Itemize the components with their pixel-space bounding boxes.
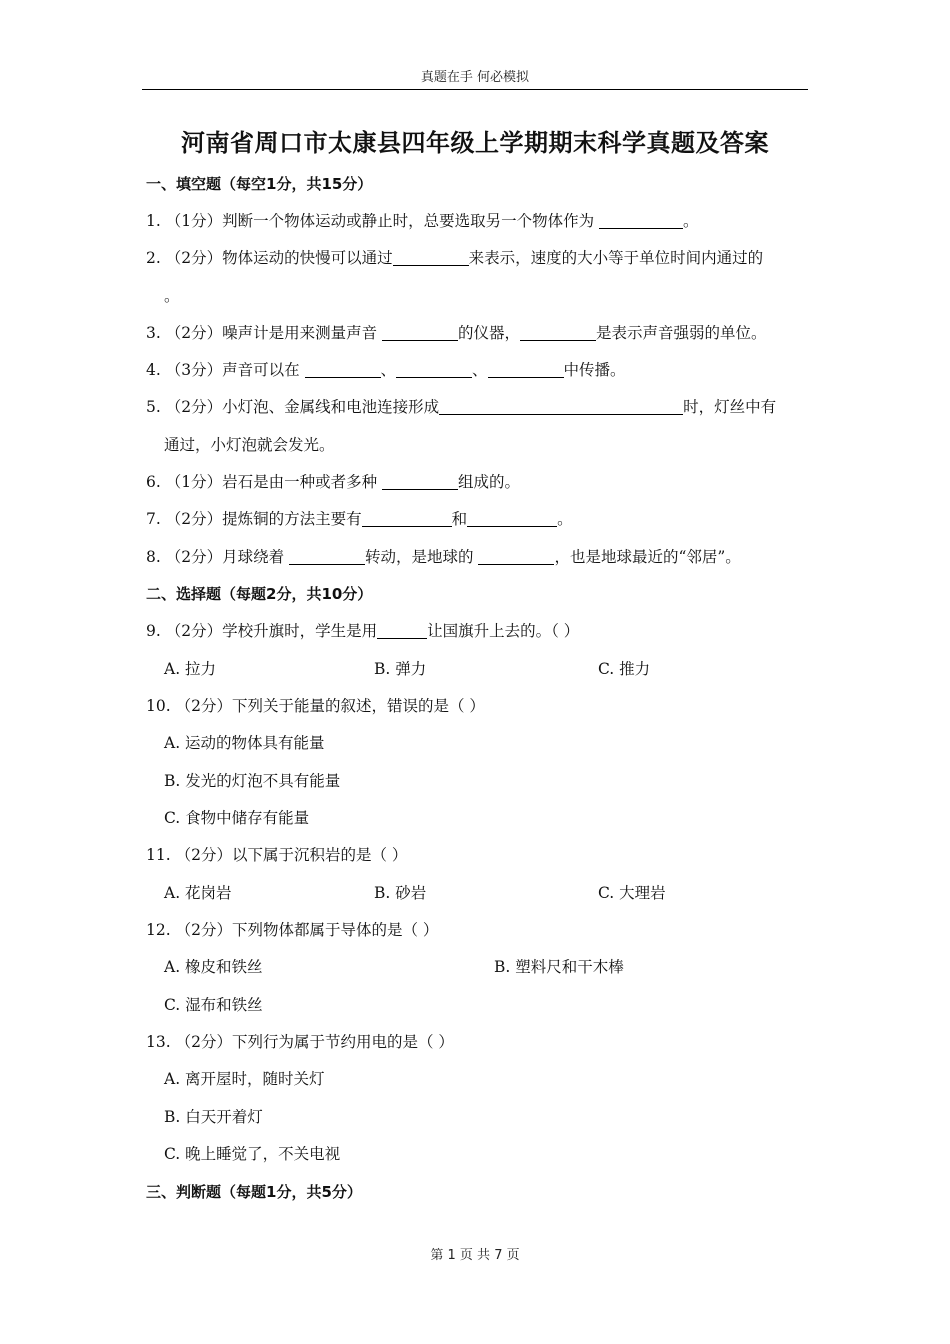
option-b: B. 白天开着灯 [164, 1108, 263, 1126]
question-4 [146, 359, 816, 381]
option-b: B. 塑料尺和干木棒 [494, 958, 624, 976]
question-text: 让国旗升上去的。（ ） [427, 622, 580, 640]
question-text: 和 [451, 510, 468, 528]
question-text: 5. （2分）小灯泡、金属线和电池连接形成 [146, 398, 440, 416]
answer-blank [382, 324, 458, 341]
question-11: 11. （2分）以下属于沉积岩的是（ ） [146, 846, 408, 864]
question-text: 6. （1分）岩石是由一种或者多种 [146, 473, 383, 491]
answer-blank [599, 212, 683, 229]
answer-blank [377, 622, 427, 639]
option-c: C. 推力 [598, 660, 651, 678]
question-3 [146, 322, 816, 344]
question-13: 13. （2分）下列行为属于节约用电的是（ ） [146, 1033, 454, 1051]
option-c: C. 食物中储存有能量 [164, 809, 310, 827]
question-5-cont: 通过，小灯泡就会发光。 [164, 436, 335, 454]
question-text: 9. （2分）学校升旗时，学生是用 [146, 622, 378, 640]
answer-blank [382, 473, 458, 490]
option-c: C. 湿布和铁丝 [164, 996, 263, 1014]
question-text: 8. （2分）月球绕着 [146, 548, 290, 566]
answer-blank [520, 324, 596, 341]
question-text: 3. （2分）噪声计是用来测量声音 [146, 324, 383, 342]
answer-blank [362, 510, 452, 527]
question-7 [146, 508, 816, 530]
answer-blank [439, 398, 683, 415]
option-a: A. 离开屋时，随时关灯 [164, 1070, 325, 1088]
section-heading-multiple-choice: 二、选择题（每题2分，共10分） [146, 585, 373, 603]
option-b: B. 弹力 [374, 660, 427, 678]
question-text: 来表示，速度的大小等于单位时间内通过的 [468, 249, 764, 267]
question-text: 。 [683, 212, 699, 230]
question-text: ，也是地球最近的“邻居”。 [554, 548, 741, 566]
question-text: 的仪器， [458, 324, 521, 342]
question-2 [146, 247, 816, 269]
option-a: A. 橡皮和铁丝 [164, 958, 263, 976]
page-title: 河南省周口市太康县四年级上学期期末科学真题及答案 [181, 129, 769, 157]
option-a: A. 花岗岩 [164, 884, 232, 902]
question-text: 7. （2分）提炼铜的方法主要有 [146, 510, 362, 528]
question-2-cont: 。 [164, 287, 180, 305]
question-text: 2. （2分）物体运动的快慢可以通过 [146, 249, 393, 267]
option-c: C. 晚上睡觉了，不关电视 [164, 1145, 341, 1163]
answer-blank [467, 510, 557, 527]
option-a: A. 运动的物体具有能量 [164, 734, 325, 752]
question-text: 。 [557, 510, 573, 528]
question-6 [146, 471, 816, 493]
question-text: 、 [380, 361, 397, 379]
section-heading-fill-blank: 一、填空题（每空1分，共15分） [146, 175, 373, 193]
option-b: B. 砂岩 [374, 884, 427, 902]
question-text: 1. （1分）判断一个物体运动或静止时，总要选取另一个物体作为 [146, 212, 600, 230]
answer-blank [478, 548, 554, 565]
header-divider [142, 89, 808, 90]
question-12: 12. （2分）下列物体都属于导体的是（ ） [146, 921, 439, 939]
question-text: 时，灯丝中有 [683, 398, 777, 416]
page-header: 真题在手 何必模拟 [420, 70, 530, 85]
question-text: 组成的。 [458, 473, 521, 491]
option-b: B. 发光的灯泡不具有能量 [164, 772, 341, 790]
option-a: A. 拉力 [164, 660, 217, 678]
question-8 [146, 546, 816, 568]
question-9 [146, 620, 816, 642]
section-heading-true-false: 三、判断题（每题1分，共5分） [146, 1183, 362, 1201]
answer-blank [396, 361, 472, 378]
answer-blank [289, 548, 365, 565]
answer-blank [305, 361, 381, 378]
question-10: 10. （2分）下列关于能量的叙述，错误的是（ ） [146, 697, 485, 715]
option-c: C. 大理岩 [598, 884, 666, 902]
question-text: 是表示声音强弱的单位。 [596, 324, 767, 342]
answer-blank [488, 361, 564, 378]
question-1 [146, 210, 816, 232]
page-footer: 第 1 页 共 7 页 [430, 1248, 520, 1263]
question-text: 转动，是地球的 [365, 548, 479, 566]
question-text: 、 [472, 361, 488, 379]
answer-blank [393, 249, 469, 266]
question-text: 中传播。 [563, 361, 626, 379]
question-text: 4. （3分）声音可以在 [146, 361, 305, 379]
question-5 [146, 396, 816, 418]
